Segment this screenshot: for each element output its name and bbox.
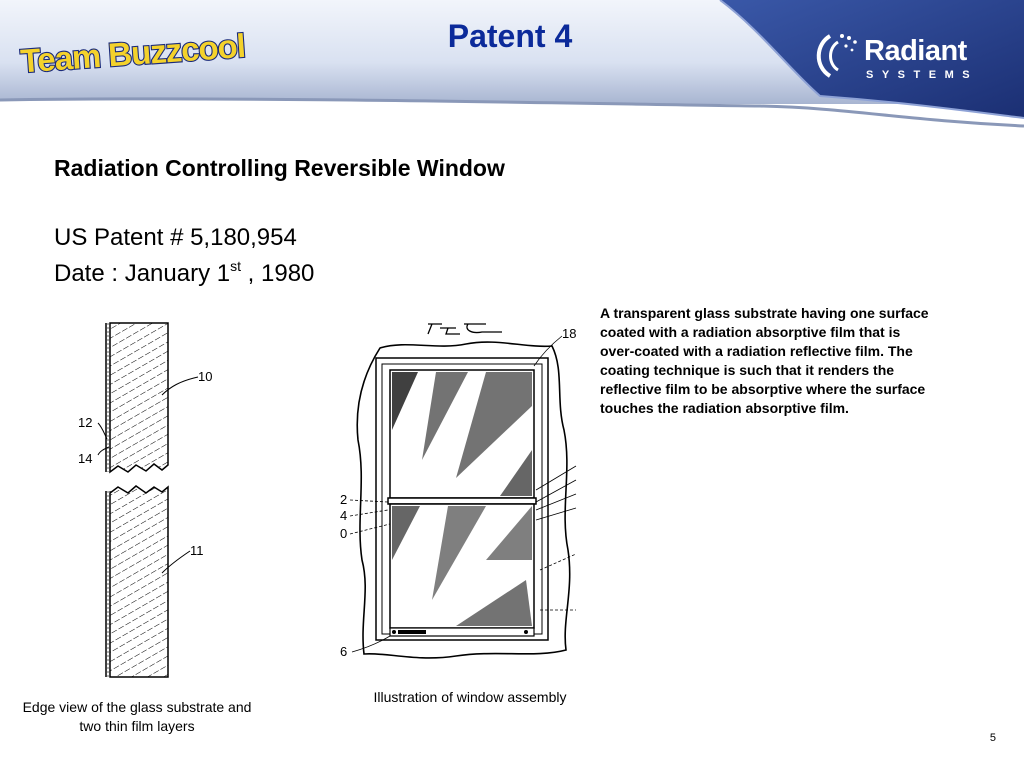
window-assembly-caption: Illustration of window assembly (373, 689, 567, 705)
window-label-2: 2 (340, 492, 348, 507)
window-label-4: 4 (340, 508, 348, 523)
window-label-18: 18 (562, 326, 577, 341)
figure-caption-mark (428, 324, 502, 334)
edge-label-12: 12 (78, 415, 93, 430)
glass-substrate-upper (106, 323, 168, 472)
svg-text:SYSTEMS: SYSTEMS (866, 69, 979, 81)
patent-number: US Patent # 5,180,954 (54, 224, 297, 251)
slide-header (0, 0, 1024, 134)
glass-substrate-lower (106, 486, 168, 677)
edge-label-11: 11 (190, 543, 204, 558)
patent-title: Radiation Controlling Reversible Window (54, 155, 505, 181)
edge-view-figure (70, 315, 230, 685)
window-label-6: 6 (340, 644, 348, 659)
patent-date-year: , 1980 (241, 260, 315, 287)
window-label-0: 0 (340, 526, 348, 541)
edge-label-10: 10 (198, 369, 213, 384)
patent-date (54, 258, 314, 288)
svg-text:Team Buzzcool: Team Buzzcool (19, 26, 247, 80)
edge-view-caption: Edge view of the glass substrate and two thin film layers (22, 699, 252, 734)
window-assembly-figure (336, 310, 576, 685)
slide-number: 5 (989, 732, 996, 744)
team-buzzcool-logo (16, 20, 247, 80)
edge-label-14: 14 (78, 451, 93, 466)
radiant-swirl-icon (819, 34, 857, 76)
patent-date-prefix: Date : January 1 (54, 260, 231, 287)
upper-window-pane (390, 370, 534, 498)
patent-date-suffix-ordinal: st (230, 258, 241, 274)
patent-description: A transparent glass substrate having one surface coated with a radiation absorptive film that is over-coated with a radiation reflective film. The coating technique is such that it renders the reflective film to be absorptive where the surface touches the radiation absorptive film. (600, 305, 929, 416)
page-title: Patent 4 (447, 18, 573, 54)
lower-window-pane (390, 504, 534, 628)
svg-text:Radiant: Radiant (864, 35, 967, 67)
radiant-systems-logo (812, 26, 1012, 86)
